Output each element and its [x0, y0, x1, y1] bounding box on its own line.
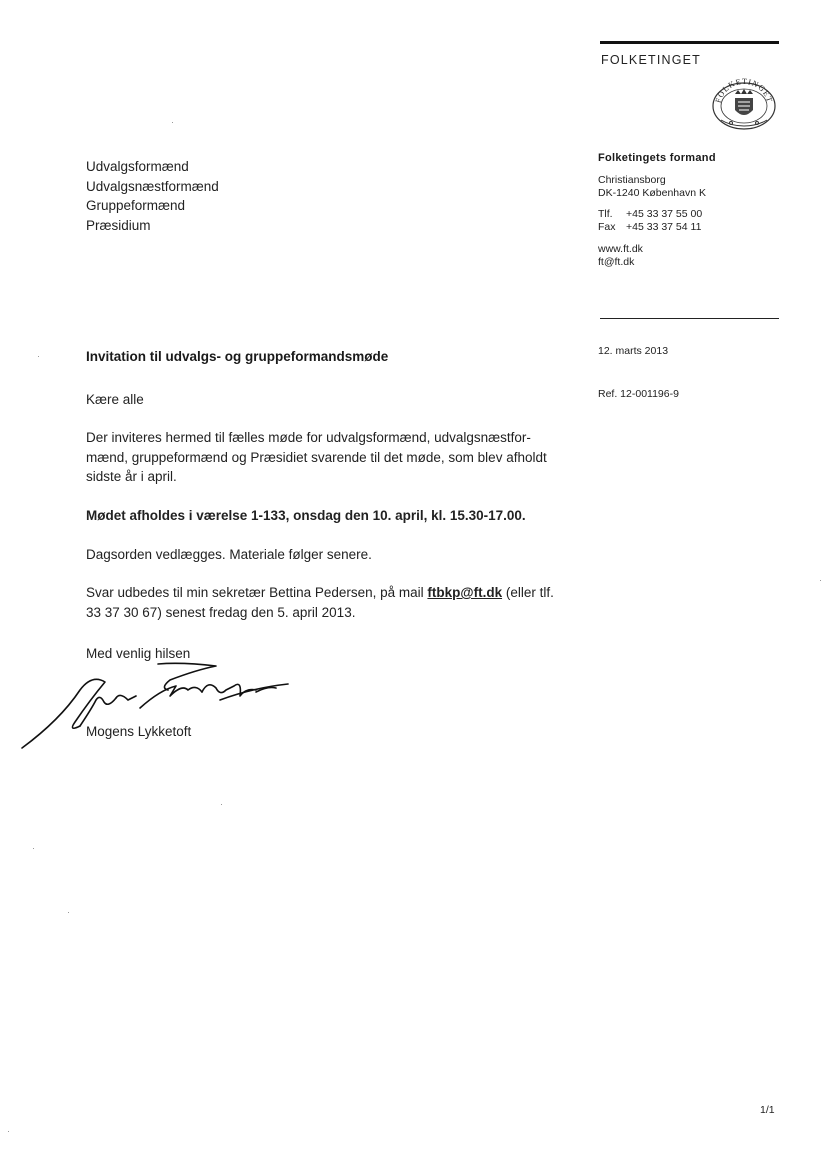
recipient-line: Præsidium	[86, 217, 151, 233]
address-line1: Christiansborg	[598, 174, 666, 186]
scan-speck	[8, 1131, 9, 1132]
reply-prefix: Svar udbedes til min sekretær Bettina Pedersen, på mail	[86, 585, 428, 600]
reply-line2: 33 37 30 67) senest fredag den 5. april 2013.	[86, 604, 356, 620]
top-rule	[600, 41, 779, 44]
reply-email-link[interactable]: ftbkp@ft.dk	[427, 585, 503, 600]
mid-rule	[600, 318, 779, 319]
recipient-line: Gruppeformænd	[86, 198, 186, 213]
org-name: FOLKETINGET	[601, 53, 702, 67]
greeting: Kære alle	[86, 392, 144, 407]
scan-speck	[820, 580, 821, 581]
reply-paragraph	[86, 583, 566, 622]
paragraph-line: Der inviteres hermed til fælles møde for udvalgsformænd, udvalgsnæstfor-	[86, 430, 531, 445]
fax-label: Fax	[598, 221, 616, 233]
email-address: ft@ft.dk	[598, 256, 635, 268]
seal-text: FOLKETINGET	[713, 76, 775, 105]
reply-suffix: (eller tlf.	[502, 585, 554, 600]
fax-value: +45 33 37 54 11	[626, 221, 702, 233]
phone-value: +45 33 37 55 00	[626, 208, 703, 220]
reference-number: Ref. 12-001196-9	[598, 388, 679, 400]
recipient-line: Udvalgsnæstformænd	[86, 178, 219, 194]
paragraph-line: mænd, gruppeformænd og Præsidiet svarende til det møde, som blev afholdt	[86, 449, 547, 465]
web-address: www.ft.dk	[598, 243, 643, 255]
letter-subject: Invitation til udvalgs- og gruppeformandsmøde	[86, 349, 389, 364]
scan-speck	[172, 122, 173, 123]
sender-title: Folketingets formand	[598, 152, 716, 164]
paragraph-line: sidste år i april.	[86, 469, 177, 484]
scan-speck	[221, 804, 222, 805]
address-line2: DK-1240 København K	[598, 187, 706, 199]
scan-speck	[38, 356, 39, 357]
recipient-list	[86, 157, 219, 235]
page-number: 1/1	[760, 1104, 775, 1116]
scan-speck	[68, 912, 69, 913]
closing: Med venlig hilsen	[86, 646, 191, 661]
folketinget-seal-icon	[711, 76, 777, 130]
agenda-note: Dagsorden vedlægges. Materiale følger senere.	[86, 547, 372, 562]
signer-name: Mogens Lykketoft	[86, 724, 192, 739]
phone-label: Tlf.	[598, 208, 613, 220]
meeting-details: Mødet afholdes i værelse 1-133, onsdag den 10. april, kl. 15.30-17.00.	[86, 508, 526, 523]
scan-speck	[33, 848, 34, 849]
letter-date: 12. marts 2013	[598, 345, 669, 357]
recipient-line: Udvalgsformænd	[86, 159, 189, 174]
invitation-paragraph	[86, 428, 566, 487]
